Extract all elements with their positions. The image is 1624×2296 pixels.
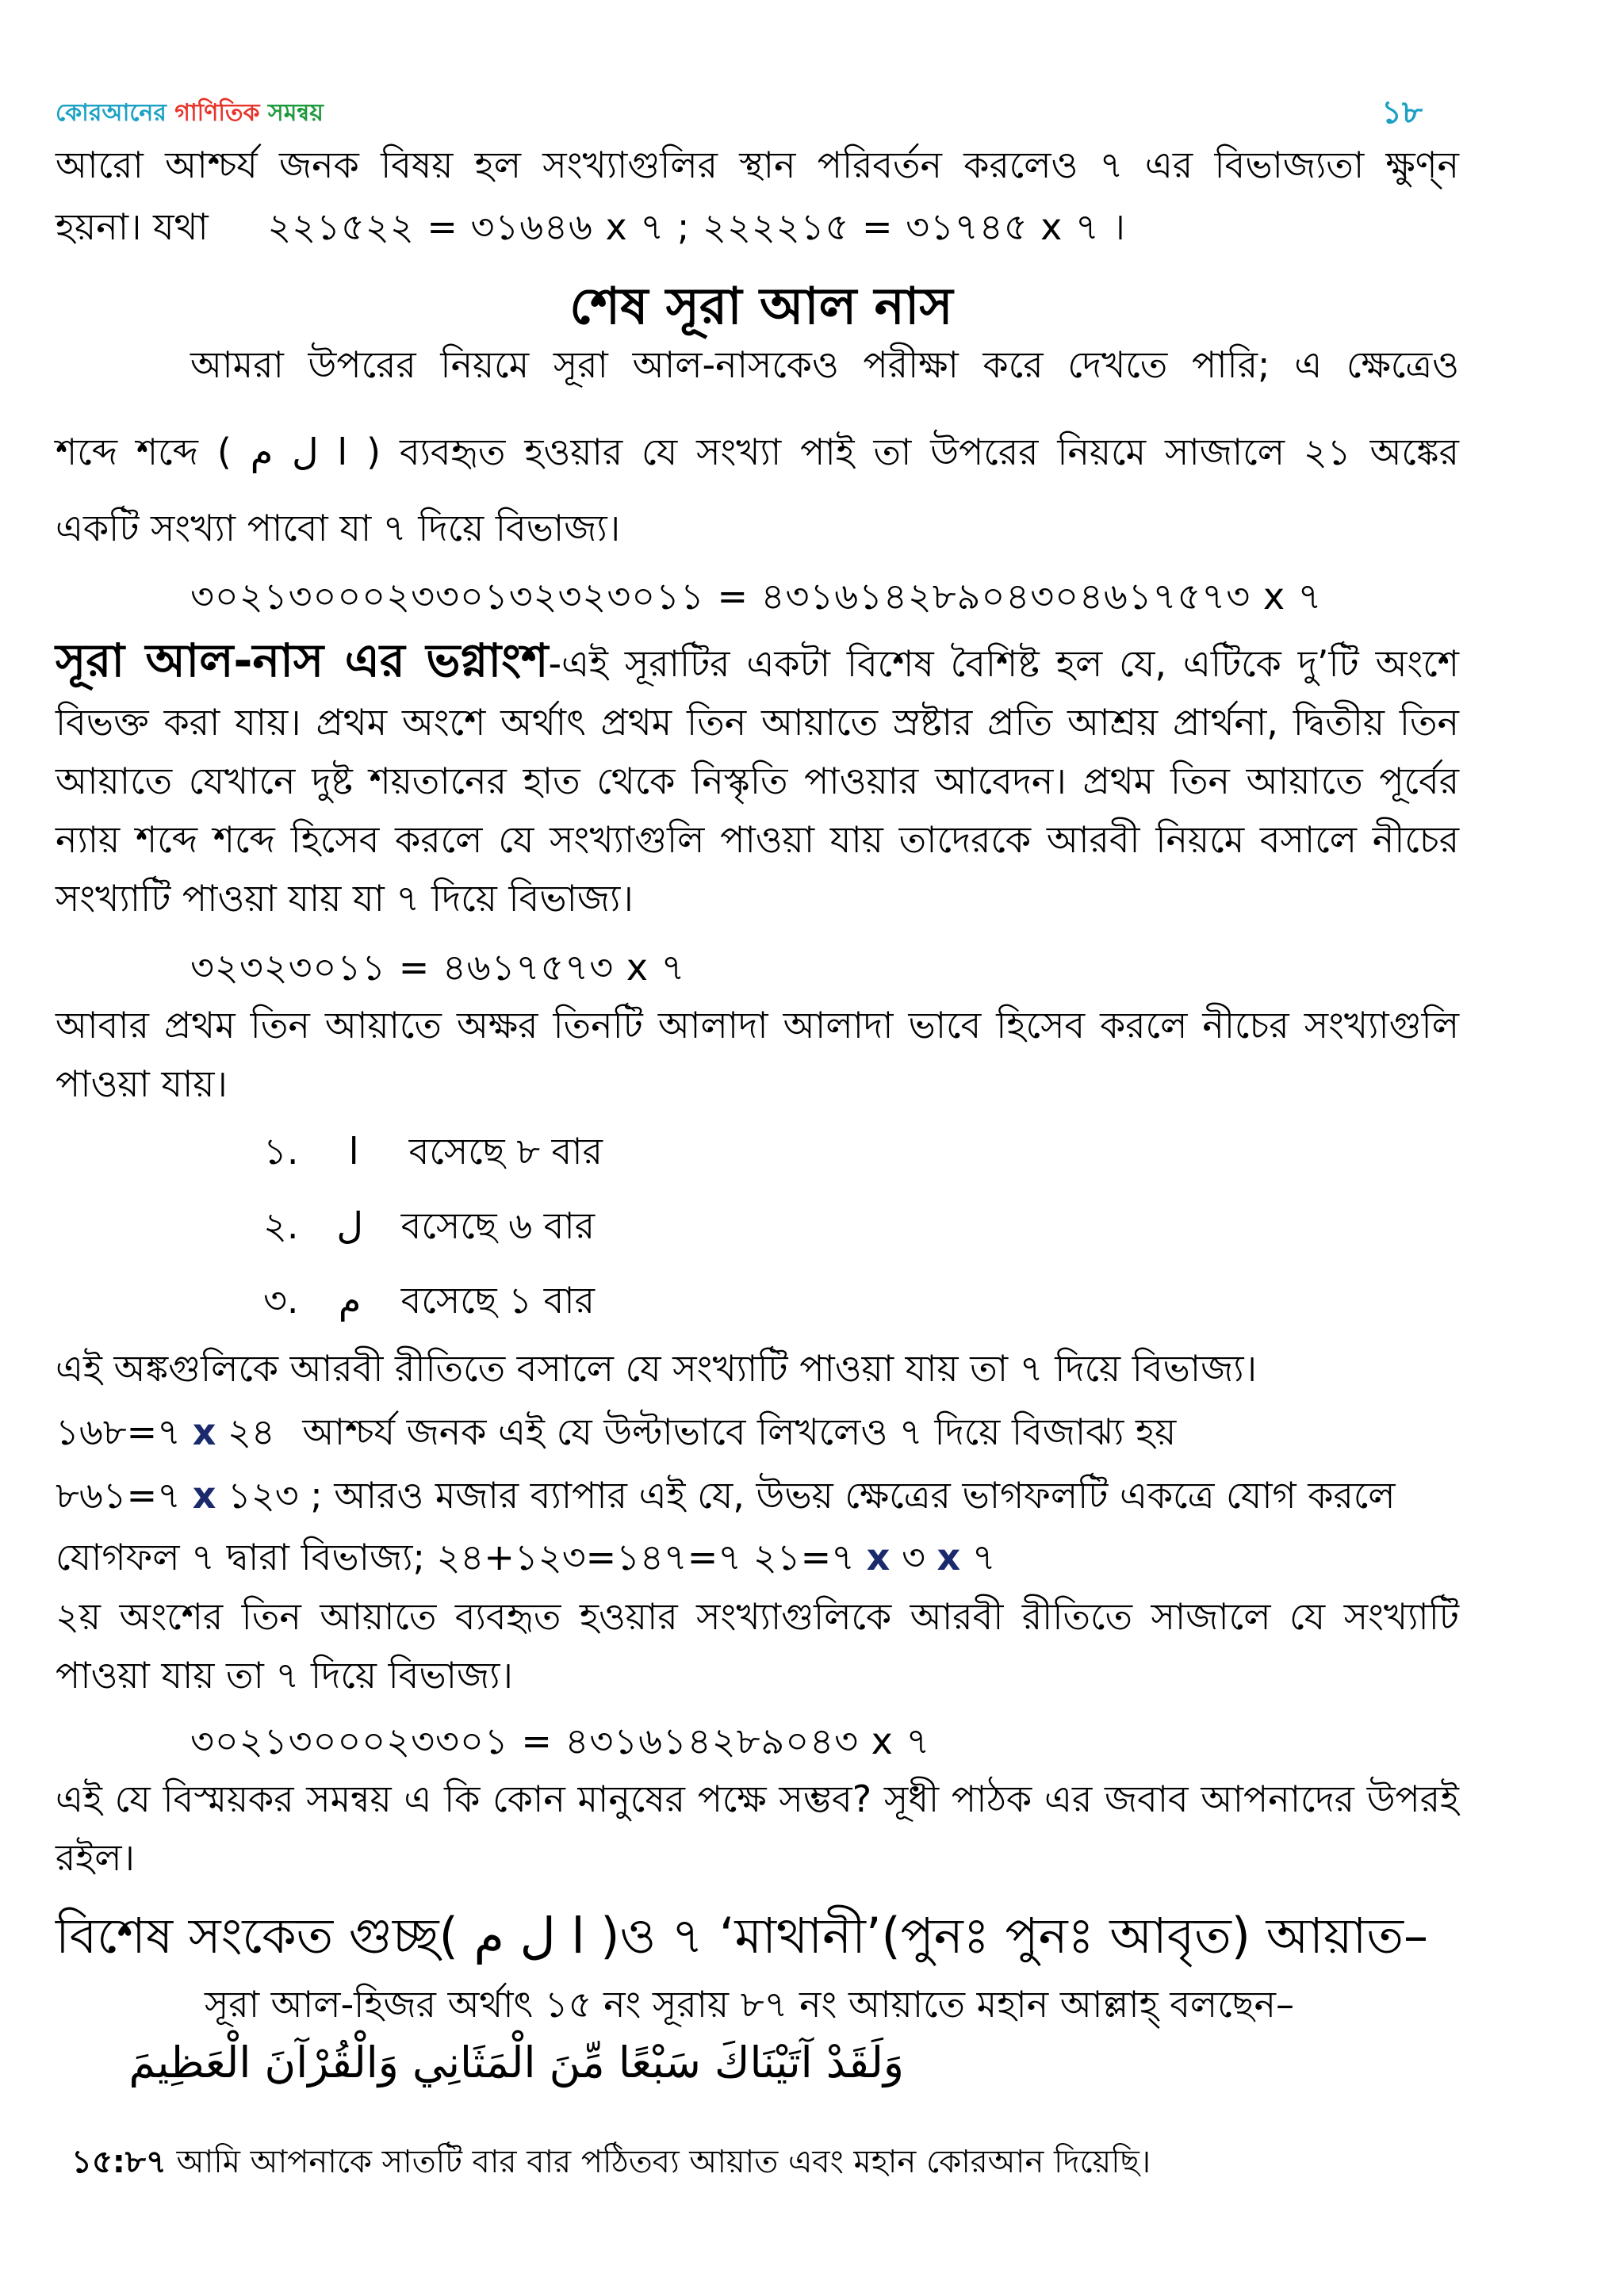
arabic-letter: ا bbox=[348, 1130, 359, 1173]
calc-3-b: ৩ bbox=[901, 1536, 925, 1578]
calc-3-c: ৭ bbox=[971, 1536, 996, 1578]
section-title: শেষ সূরা আল নাস bbox=[569, 277, 953, 336]
arabic-letter: ل bbox=[336, 1204, 363, 1247]
book-title-part3: সমন্বয় bbox=[267, 99, 324, 127]
multiply-sign: x bbox=[936, 1536, 961, 1578]
para2-lead: সূরা আল-নাস এর ভগ্নাংশ bbox=[56, 633, 549, 687]
letter-count-item bbox=[263, 1276, 595, 1324]
calc-line-3 bbox=[56, 1533, 996, 1581]
section-heading-2: বিশেষ সংকেত গুচ্ছ( ا ل م )ও ৭ ‘মাথানী’(পুনঃ পুনঃ আবৃত) আয়াত– bbox=[56, 1907, 1429, 1965]
para1-line-2: শব্দে শব্দে ( ا ل م ) ব্যবহৃত হওয়ার যে সংখ্যা পাই তা উপরের নিয়মে সাজালে ২১ অঙ্কের bbox=[56, 430, 1459, 473]
book-title bbox=[56, 94, 324, 134]
intro-equation: ২২১৫২২ = ৩১৬৪৬ x ৭ ; ২২২২১৫ = ৩১৭৪৫ x ৭ । bbox=[267, 205, 1126, 248]
intro-label: হয়না। যথা bbox=[56, 205, 209, 248]
letter-count-item bbox=[263, 1202, 595, 1249]
intro-line-2 bbox=[56, 203, 1126, 251]
item-text: বসেছে ৮ বার bbox=[408, 1130, 603, 1173]
para6: এই যে বিস্ময়কর সমন্বয় এ কি কোন মানুষের পক্ষে সম্ভব? সূধী পাঠক এর জবাব আপনাদের উপরই রইল। bbox=[56, 1777, 1459, 1879]
para2-text: -এই সূরাটির একটা বিশেষ বৈশিষ্ট হল যে, এটিকে দু’টি অংশে বিভক্ত করা যায়। প্রথম অংশে অর্থাৎ প্রথম তিন আয়াতে স্রষ্টার প্রতি আশ্রয় প্রার্থনা, দ্বিতীয় তিন আয়াতে যেখানে দুষ্ট শয়তানের হাত থেকে নিস্কৃতি পাওয়ার আবেদন। প্রথম তিন আয়াতে পূর্বের ন্যায় শব্দে শব্দে হিসেব করলে যে সংখ্যাগুলি পাওয়া যায় তাদেরকে আরবী নিয়মে বসালে নীচের সংখ্যাটি পাওয়া যায় যা ৭ দিয়ে বিভাজ্য। bbox=[56, 642, 1459, 920]
multiply-sign: x bbox=[192, 1474, 216, 1517]
book-title-part2: গাণিতিক bbox=[174, 99, 260, 127]
calc-line-2 bbox=[56, 1471, 1396, 1519]
para1-line-3: একটি সংখ্যা পাবো যা ৭ দিয়ে বিভাজ্য। bbox=[56, 507, 621, 549]
equation-2: ৩২৩২৩০১১ = ৪৬১৭৫৭৩ x ৭ bbox=[190, 946, 686, 989]
para7: সূরা আল-হিজর অর্থাৎ ১৫ নং সূরায় ৮৭ নং আয়াতে মহান আল্লাহ্ বলছেন– bbox=[205, 1983, 1295, 2026]
page-number: ১৮ bbox=[1381, 94, 1423, 131]
calc-line-1 bbox=[56, 1408, 1176, 1456]
footnote-text: আমি আপনাকে সাতটি বার বার পঠিতব্য আয়াত এবং মহান কোরআন দিয়েছি। bbox=[176, 2144, 1151, 2180]
calc-2-a: ৮৬১=৭ bbox=[56, 1474, 182, 1517]
multiply-sign: x bbox=[866, 1536, 891, 1578]
multiply-sign: x bbox=[192, 1410, 216, 1453]
calc-2-b: ১২৩ ; আরও মজার ব্যাপার এই যে, উভয় ক্ষেত্রের ভাগফলটি একত্রে যোগ করলে bbox=[227, 1474, 1396, 1517]
calc-1-text: আশ্চর্য জনক এই যে উল্টাভাবে লিখলেও ৭ দিয়ে বিজাঝ্য হয় bbox=[302, 1410, 1177, 1453]
para5: ২য় অংশের তিন আয়াতে ব্যবহৃত হওয়ার সংখ্যাগুলিকে আরবী রীতিতে সাজালে যে সংখ্যাটি পাওয়া যায় তা ৭ দিয়ে বিভাজ্য। bbox=[56, 1595, 1459, 1697]
intro-line-1: আরো আশ্চর্য জনক বিষয় হল সংখ্যাগুলির স্থান পরিবর্তন করলেও ৭ এর বিভাজ্যতা ক্ষুণ্ন bbox=[56, 144, 1459, 186]
arabic-verse: وَلَقَدْ آتَيْنَاكَ سَبْعًا مِّنَ الْمَثَانِي وَالْقُرْآنَ الْعَظِيمَ bbox=[128, 2038, 904, 2087]
para2 bbox=[56, 631, 1459, 928]
equation-3: ৩০২১৩০০০২৩৩০১ = ৪৩১৬১৪২৮৯০৪৩ x ৭ bbox=[190, 1720, 931, 1762]
letter-count-item bbox=[263, 1127, 603, 1175]
para3: আবার প্রথম তিন আয়াতে অক্ষর তিনটি আলাদা আলাদা ভাবে হিসেব করলে নীচের সংখ্যাগুলি পাওয়া যায়। bbox=[56, 1004, 1459, 1105]
footnote bbox=[71, 2137, 1151, 2190]
calc-1-a: ১৬৮=৭ bbox=[56, 1410, 182, 1453]
arabic-letter: م bbox=[338, 1279, 362, 1322]
equation-1: ৩০২১৩০০০২৩৩০১৩২৩২৩০১১ = ৪৩১৬১৪২৮৯০৪৩০৪৬১৭৫৭৩ x ৭ bbox=[190, 575, 1323, 618]
item-number: ৩. bbox=[263, 1279, 299, 1322]
calc-1-b: ২৪ bbox=[227, 1410, 275, 1453]
item-number: ১. bbox=[263, 1130, 299, 1173]
item-number: ২. bbox=[263, 1204, 299, 1247]
book-title-part1: কোরআনের bbox=[56, 99, 167, 127]
para4: এই অঙ্কগুলিকে আরবী রীতিতে বসালে যে সংখ্যাটি পাওয়া যায় তা ৭ দিয়ে বিভাজ্য। bbox=[56, 1347, 1258, 1390]
item-text: বসেছে ১ বার bbox=[400, 1279, 595, 1322]
item-text: বসেছে ৬ বার bbox=[400, 1204, 596, 1247]
para1-line-1: আমরা উপরের নিয়মে সূরা আল-নাসকেও পরীক্ষা করে দেখতে পারি; এ ক্ষেত্রেও bbox=[190, 343, 1459, 386]
footnote-ref: ১৫:৮৭ bbox=[71, 2144, 167, 2180]
calc-3-a: যোগফল ৭ দ্বারা বিভাজ্য; ২৪+১২৩=১৪৭=৭ ২১=৭ bbox=[56, 1536, 856, 1578]
